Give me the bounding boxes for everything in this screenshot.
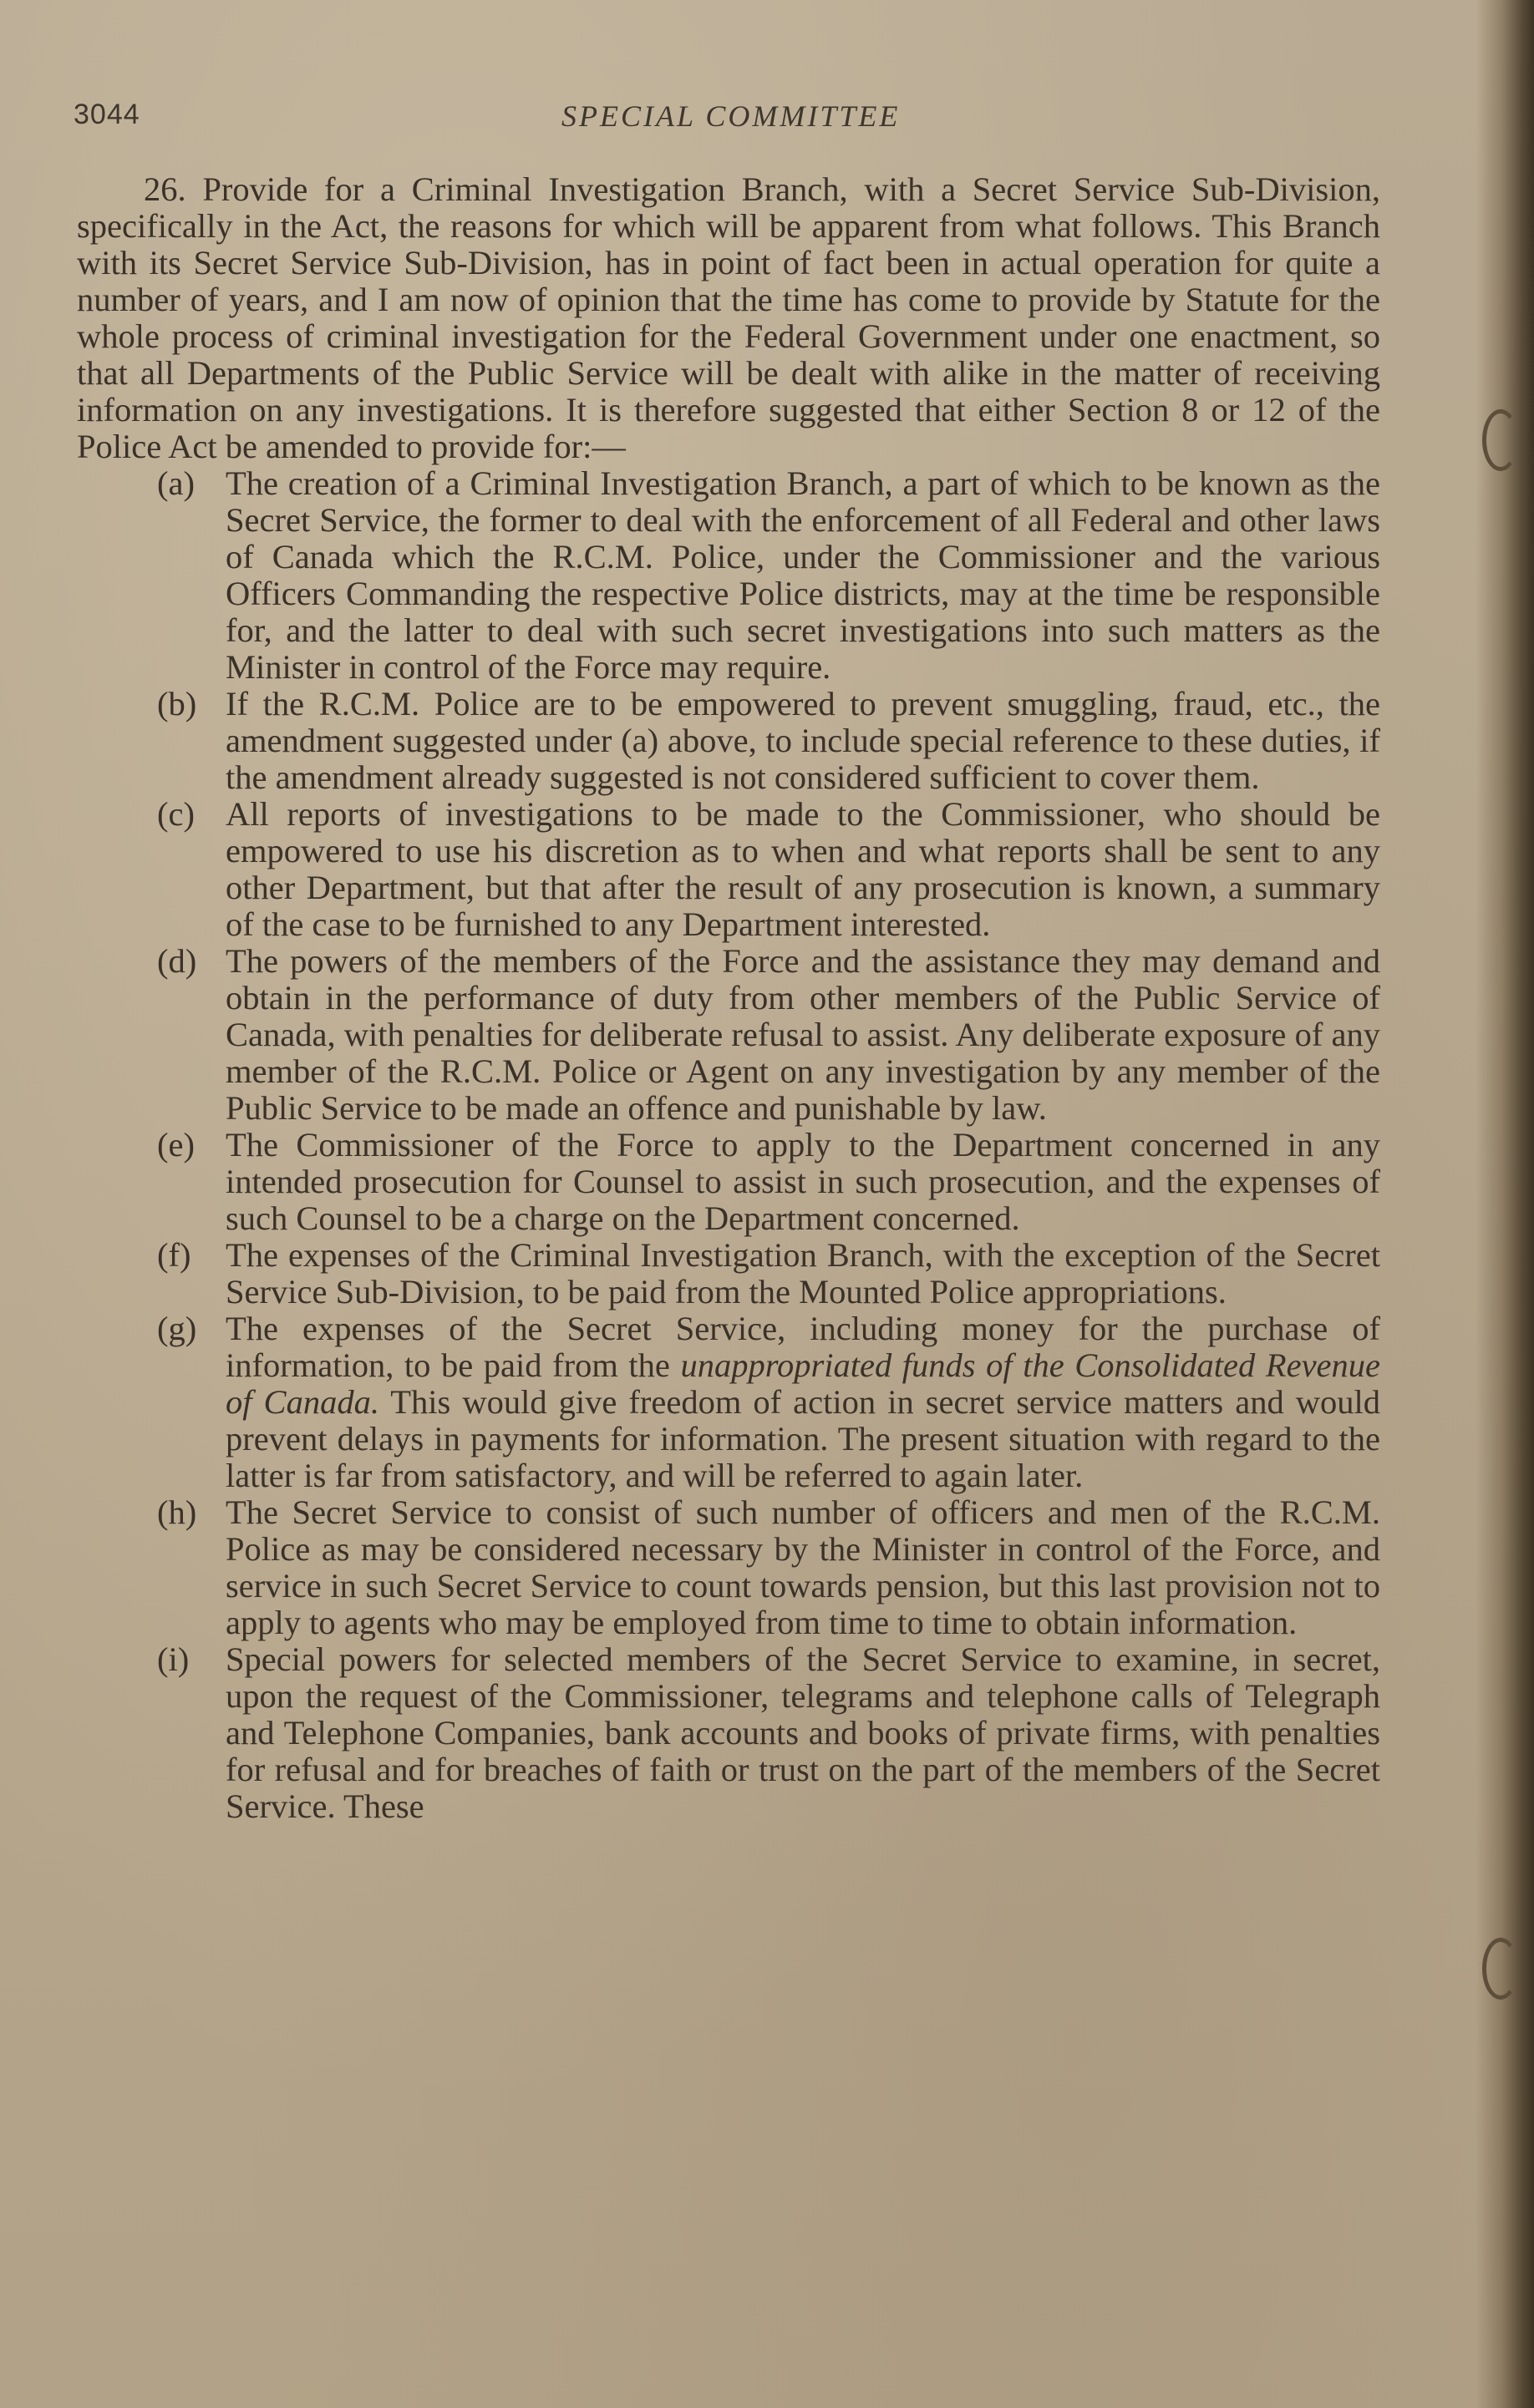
- clause-letter: (c): [157, 795, 195, 833]
- running-title: SPECIAL COMMITTEE: [561, 99, 901, 133]
- clause-letter: (i): [157, 1640, 190, 1678]
- clause-text: All reports of investigations to be made to the Commissioner, who should be empowered to use his discretion as to when and what reports shall be sent to any other Department, but that after the result of any prosecution is known, a summary of the case to be furnished to any Department interested.: [226, 795, 1380, 943]
- clause-text: The Commissioner of the Force to apply to the Department concerned in any intended prosecution for Counsel to assist in such prosecution, and the expenses of such Counsel to be a charge on the Department concerned.: [226, 1126, 1380, 1237]
- clause-letter: (g): [157, 1310, 197, 1347]
- body-text: [77, 171, 1380, 1825]
- clause-letter: (h): [157, 1493, 197, 1531]
- clause-h: [77, 1494, 1380, 1641]
- clause-text: If the R.C.M. Police are to be empowered to prevent smuggling, fraud, etc., the amendment suggested under (a) above, to include special reference to these duties, if the amendment already suggested is not considered sufficient to cover them.: [226, 685, 1380, 796]
- clause-c: [77, 796, 1380, 943]
- clause-text: The powers of the members of the Force and the assistance they may demand and obtain in the performance of duty from other members of the Public Service of Canada, with penalties for deliberate refusal to assist. Any deliberate exposure of any member of the R.C.M. Police or Agent on any investigation by any member of the Public Service to be made an offence and punishable by law.: [226, 942, 1380, 1127]
- clause-a: [77, 465, 1380, 686]
- clause-letter: (e): [157, 1126, 195, 1163]
- binding-shadow: [1476, 0, 1534, 2408]
- clause-text-italic: unappropriated funds of the Consolidated Revenue of Canada.: [226, 1346, 1380, 1421]
- clause-text-part: This would give freedom of action in secret service matters and would prevent delays in payments for information. The present situation with regard to the latter is far from satisfactory, and will be referred to again later.: [226, 1383, 1380, 1494]
- clause-g: [77, 1310, 1380, 1494]
- running-head: [74, 99, 1377, 145]
- binding-hole-bottom: [1482, 1938, 1519, 2000]
- clause-text: The creation of a Criminal Investigation Branch, a part of which to be known as the Secret Service, the former to deal with the enforcement of all Federal and other laws of Canada which the R.C.M. Police, under the Commissioner and the various Officers Commanding the respective Police districts, may at the time be responsible for, and the latter to deal with such secret investigations into such matters as the Minister in control of the Force may require.: [226, 464, 1380, 686]
- clause-i: [77, 1641, 1380, 1825]
- paragraph-26: 26. Provide for a Criminal Investigation Branch, with a Secret Service Sub-Division, specifically in the Act, the reasons for which will be apparent from what follows. This Branch with its Secret Service Sub-Division, has in point of fact been in actual operation for quite a number of years, and I am now of opinion that the time has come to provide by Statute for the whole process of criminal investigation for the Federal Government under one enactment, so that all Departments of the Public Service will be dealt with alike in the matter of receiving information on any investigations. It is therefore suggested that either Section 8 or 12 of the Police Act be amended to provide for:—: [77, 170, 1380, 465]
- clause-text: Special powers for selected members of the Secret Service to examine, in secret, upon the request of the Commissioner, telegrams and telephone calls of Telegraph and Telephone Companies, bank accounts and books of private firms, with penalties for refusal and for breaches of faith or trust on the part of the members of the Secret Service. These: [226, 1640, 1380, 1825]
- binding-hole-top: [1482, 409, 1519, 471]
- clause-b: [77, 686, 1380, 796]
- clause-letter: (a): [157, 464, 195, 502]
- clause-letter: (f): [157, 1236, 191, 1274]
- clause-letter: (b): [157, 685, 197, 722]
- clause-letter: (d): [157, 942, 197, 980]
- clause-text: [226, 1310, 1380, 1494]
- clause-text-part: The expenses of the Secret Service, including money for the purchase of information, to be paid from the: [226, 1310, 1380, 1384]
- clause-f: [77, 1237, 1380, 1310]
- clause-text: The expenses of the Criminal Investigation Branch, with the exception of the Secret Service Sub-Division, to be paid from the Mounted Police appropriations.: [226, 1236, 1380, 1310]
- clause-text: The Secret Service to consist of such number of officers and men of the R.C.M. Police as may be considered necessary by the Minister in control of the Force, and service in such Secret Service to count towards pension, but this last provision not to apply to agents who may be employed from time to time to obtain information.: [226, 1493, 1380, 1641]
- clause-d: [77, 943, 1380, 1127]
- page-number: 3044: [74, 99, 140, 130]
- clause-e: [77, 1127, 1380, 1237]
